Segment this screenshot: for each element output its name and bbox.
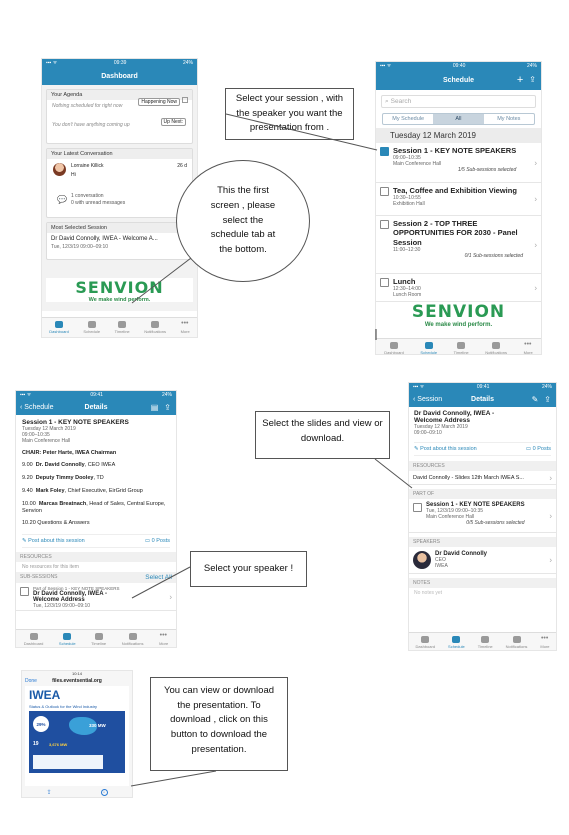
nothing-coming-text: You don't have anything coming up <box>52 122 130 128</box>
resources-heading: RESOURCES <box>16 552 176 562</box>
back-button[interactable]: ‹ Session <box>413 395 443 403</box>
tab-timeline[interactable]: Timeline <box>454 342 469 354</box>
notes-heading: NOTES <box>409 578 556 588</box>
speaker-name: Dr David Connolly <box>435 551 488 557</box>
happening-now-badge: Happening Now <box>138 98 180 106</box>
part-of-heading: PART OF <box>409 489 556 499</box>
session-title: Session 2 - TOP THREE OPPORTUNITIES FOR 2030 - Panel Session <box>393 219 518 247</box>
tab-more[interactable]: ••• More <box>523 341 533 354</box>
segment-my-schedule[interactable]: My Schedule <box>392 116 425 122</box>
agenda-item: 10.00 Marcas Breatnach, Head of Sales, Central Europe, Senvion <box>22 500 166 514</box>
pointer-first-screen <box>132 258 191 303</box>
segment-all[interactable]: All <box>433 114 483 124</box>
share-icon[interactable]: ⇪ <box>46 790 52 796</box>
tab-more[interactable]: ••• More <box>159 632 169 646</box>
sponsor-tagline: We make wind perform. <box>424 322 493 328</box>
conversation-unread: 0 with unread messages <box>71 200 126 206</box>
parent-room: Main Conference Hall <box>426 514 475 520</box>
search-icon: ⌕ <box>385 97 389 105</box>
chevron-right-icon: › <box>534 240 537 249</box>
session-date: Tuesday 12 March 2019 <box>22 426 76 432</box>
agenda-heading: Your Agenda <box>47 90 192 100</box>
signal-icon: ▪▪▪ ᯤ <box>20 392 32 398</box>
select-all-button[interactable]: Select All <box>145 574 172 582</box>
stat-count: 19 <box>33 741 39 747</box>
share-icon[interactable]: ⇪ <box>529 75 536 84</box>
pointer-slides <box>375 459 412 488</box>
session-title: Session 1 - KEY NOTE SPEAKERS <box>22 419 129 426</box>
session-title: Tea, Coffee and Exhibition Viewing <box>393 186 517 195</box>
sponsor-logo: SENVION <box>411 302 506 322</box>
tab-notifications[interactable]: Notifications <box>122 633 144 646</box>
download-icon[interactable]: ↓ <box>101 789 108 796</box>
post-about-link[interactable]: ✎ Post about this session <box>22 538 85 545</box>
session-time: 11:00–12:30 <box>393 247 421 254</box>
tab-dashboard[interactable]: Dashboard <box>415 636 435 649</box>
date-header: Tuesday 12 March 2019 <box>376 128 541 143</box>
signal-icon: ▪▪▪ ᯤ <box>46 60 58 66</box>
share-icon[interactable]: ⇪ <box>544 394 551 404</box>
compose-icon: ✎ <box>22 538 27 545</box>
comment-icon: ▭ <box>144 538 151 545</box>
tab-schedule[interactable]: Schedule <box>83 321 100 334</box>
battery-level: 24% <box>161 392 172 398</box>
stat-total: 3,676 MW <box>49 742 68 747</box>
conversation-count: 1 conversation <box>71 193 104 199</box>
conversation-heading: Your Latest Conversation <box>47 149 192 159</box>
selected-session-time: Tue, 12/3/19 09:00–09:10 <box>51 244 109 250</box>
pointer-download <box>131 771 216 786</box>
session-time: 09:00–09:10 <box>414 430 442 436</box>
tab-more[interactable]: ••• More <box>180 320 190 334</box>
compose-icon: ✎ <box>414 446 419 452</box>
first-screen-callout: This the first screen , please select the schedule tab at the bottom. <box>176 160 310 282</box>
agenda-item: 9.20 Deputy Timmy Dooley, TD <box>22 474 104 481</box>
session-title: Session 1 - KEY NOTE SPEAKERS <box>393 146 517 155</box>
sponsor-tagline: We make wind perform. <box>88 296 151 303</box>
battery-level: 24% <box>526 63 537 69</box>
speaker-role: CEO <box>435 557 446 563</box>
status-time: 09:39 <box>113 60 127 66</box>
agenda-item: 9.00 Dr. David Connolly, CEO IWEA <box>22 462 116 468</box>
nothing-scheduled-text: Nothing scheduled for right now <box>52 103 123 109</box>
segment-my-notes[interactable]: My Notes <box>497 116 521 122</box>
conversation-name: Lorraine Killick <box>71 163 104 169</box>
select-speaker-callout: Select your speaker ! <box>190 551 307 587</box>
conversation-age: 26 d <box>177 163 187 169</box>
status-time: 10:14 <box>71 671 82 676</box>
session-date: Tuesday 12 March 2019 <box>414 424 468 430</box>
session-time: 09:00–10:35 <box>22 432 50 438</box>
stat-percent: 29% <box>33 716 49 732</box>
up-next-badge: Up Next: <box>161 118 186 126</box>
comment-icon: ▭ <box>525 446 532 452</box>
tab-notifications[interactable]: Notifications <box>485 342 507 354</box>
share-icon[interactable]: ⇪ <box>164 402 171 412</box>
view-download-callout: You can view or download the presentation. To download , click on this button to download the presentation. <box>150 677 288 771</box>
edit-icon[interactable]: ✎ <box>531 394 539 404</box>
done-button[interactable]: Done <box>25 677 37 684</box>
subsession-time: Tue, 12/3/19 09:00–09:10 <box>33 603 91 610</box>
tab-notifications[interactable]: Notifications <box>506 636 528 649</box>
session-time: 09:00–10:35 <box>393 155 421 161</box>
battery-level: 24% <box>541 384 552 390</box>
speaker-org: IWEA <box>435 563 448 569</box>
chevron-right-icon: › <box>534 194 537 204</box>
resources-heading: RESOURCES <box>409 461 556 471</box>
document-title: Status & Outlook for the Wind Industry <box>29 704 98 709</box>
session-room: Main Conference Hall <box>22 438 71 444</box>
conversation-message: Hi <box>71 172 76 178</box>
subsessions-count: 0/5 Sub-sessions selected <box>466 520 525 526</box>
notes-field[interactable]: No notes yet <box>414 590 443 596</box>
subsessions-header: SUB-SESSIONS Select All <box>16 572 176 583</box>
post-about-link[interactable]: ✎ Post about this session <box>414 446 477 452</box>
tab-timeline[interactable]: Timeline <box>115 321 130 334</box>
agenda-item: 10.20 Questions & Answers <box>22 520 90 527</box>
page-title: Details <box>84 403 108 411</box>
subsessions-count: 1/5 Sub-sessions selected <box>457 167 517 173</box>
no-resources-text: No resources for this item <box>22 564 79 571</box>
battery-level: 24% <box>182 60 193 66</box>
page-title: Schedule <box>442 76 475 84</box>
pointer-speaker <box>132 567 190 598</box>
chevron-right-icon: › <box>549 473 552 482</box>
tab-timeline[interactable]: Timeline <box>478 636 493 649</box>
selected-session-title: Dr David Connolly, IWEA - Welcome A... <box>51 236 158 242</box>
posts-count[interactable]: ▭ 0 Posts <box>525 446 551 452</box>
add-button[interactable]: + <box>516 74 524 86</box>
more-icon: ••• <box>181 320 189 327</box>
file-url: files.eventsential.org <box>52 677 102 684</box>
session-room: Lunch Room <box>393 292 422 298</box>
more-icon: ••• <box>540 635 549 642</box>
tab-more[interactable]: ••• More <box>540 635 550 649</box>
subsessions-count: 0/1 Sub-sessions selected <box>464 253 523 260</box>
page-title: Details <box>471 395 494 403</box>
parent-time: Tue, 12/3/19 09:00–10:35 <box>426 508 484 514</box>
status-time: 09:41 <box>476 384 490 390</box>
tab-notifications[interactable]: Notifications <box>144 321 166 334</box>
chevron-right-icon: › <box>549 555 552 565</box>
speakers-heading: SPEAKERS <box>409 537 556 547</box>
tab-dashboard[interactable]: Dashboard <box>24 633 44 646</box>
more-icon: ••• <box>159 632 167 639</box>
tab-timeline[interactable]: Timeline <box>91 633 106 646</box>
page-title: Dashboard <box>101 72 138 80</box>
status-time: 09:40 <box>452 63 466 69</box>
select-slides-callout: Select the slides and view or download. <box>255 411 390 459</box>
chevron-right-icon: › <box>534 158 537 167</box>
search-input[interactable]: ⌕ Search <box>381 95 536 108</box>
sponsor-logo: SENVION <box>75 277 164 297</box>
agenda-item: 9.40 Mark Foley, Chief Executive, EirGrid Group <box>22 487 143 494</box>
more-icon: ••• <box>524 341 532 348</box>
tab-schedule[interactable]: Schedule <box>448 636 465 649</box>
document-logo: IWEA <box>29 688 61 702</box>
session-time: 12:30–14:00 <box>393 286 421 292</box>
session-room: Main Conference Hall <box>393 161 442 167</box>
chair-text: CHAIR: Peter Harte, IWEA Chairman <box>22 450 117 456</box>
posts-count[interactable]: ▭ 0 Posts <box>144 538 170 545</box>
signal-icon: ▪▪▪ ᯤ <box>413 384 425 390</box>
signal-icon: ▪▪▪ ᯤ <box>380 63 392 69</box>
chevron-right-icon: › <box>534 283 537 292</box>
tab-dashboard[interactable]: Dashboard <box>384 342 404 354</box>
tab-dashboard[interactable]: Dashboard <box>49 321 69 334</box>
session-title: Lunch <box>393 277 416 286</box>
status-time: 09:41 <box>90 392 103 398</box>
resource-title: David Connolly - Slides 12th March IWEA S... <box>413 474 524 481</box>
subsession-title: Dr David Connolly, IWEA - Welcome Address <box>33 591 108 604</box>
parent-title: Session 1 - KEY NOTE SPEAKERS <box>426 502 525 508</box>
session-room: Exhibition Hall <box>393 201 425 207</box>
session-title: Dr David Connolly, IWEA - Welcome Address <box>414 410 495 424</box>
chevron-right-icon: › <box>549 511 552 520</box>
tab-schedule[interactable]: Schedule <box>420 342 437 354</box>
stat-capacity: 330 MW <box>89 723 106 728</box>
back-button[interactable]: ‹ Schedule <box>20 403 54 411</box>
chat-icon: 💬 <box>57 195 67 204</box>
select-session-callout: Select your session , with the speaker you want the presentation from . <box>225 88 354 140</box>
calendar-list-icon[interactable]: ▤ <box>150 402 159 412</box>
selected-session-heading: Most Selected Session <box>47 223 192 233</box>
pointer-session <box>226 114 377 150</box>
subsession-parent: Part of Session 1 - KEY NOTE SPEAKERS <box>33 586 120 592</box>
tab-schedule[interactable]: Schedule <box>59 633 76 646</box>
session-time: 10:30–10:55 <box>393 195 421 201</box>
chevron-right-icon: › <box>169 592 172 602</box>
